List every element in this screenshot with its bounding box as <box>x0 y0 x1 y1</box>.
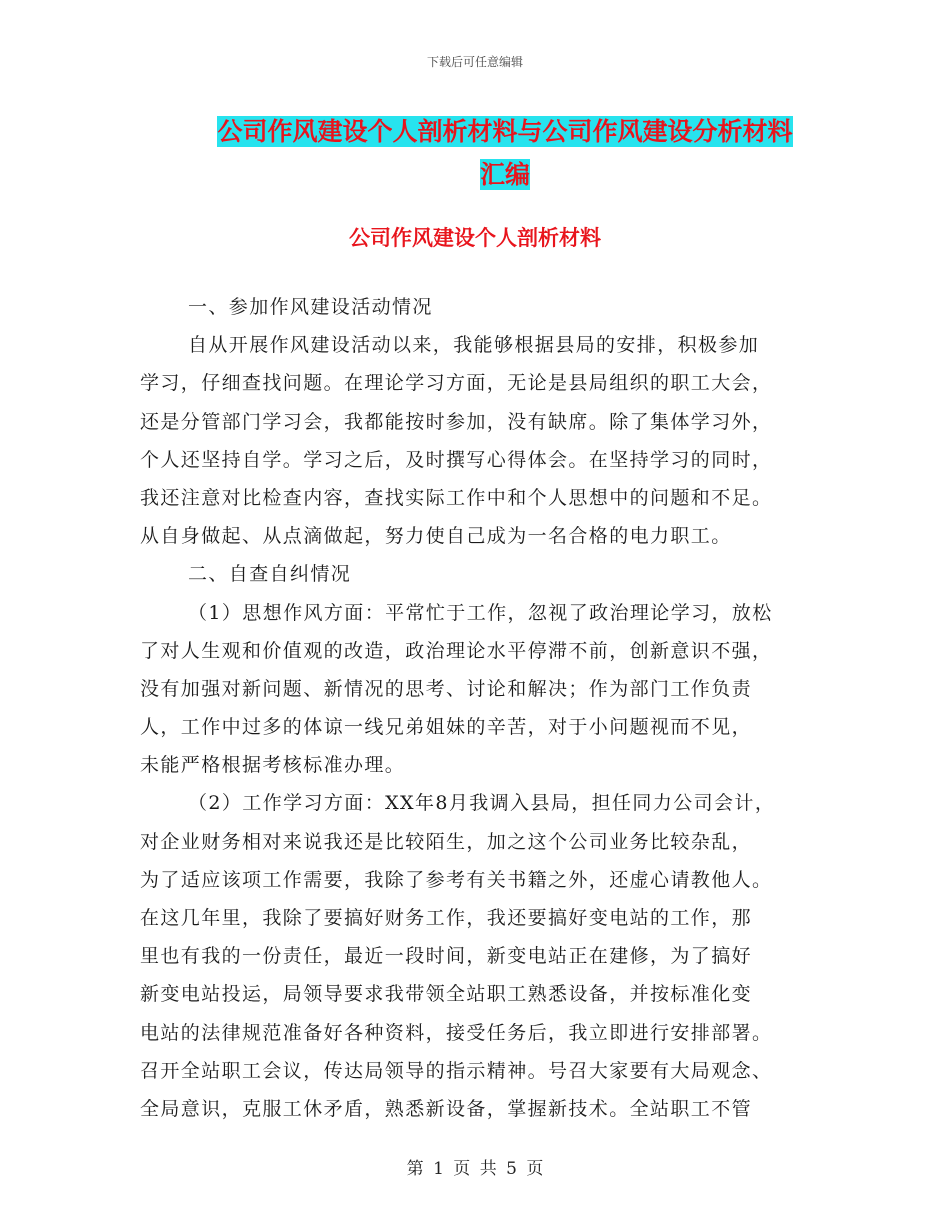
body-line: 在这几年里，我除了要搞好财务工作，我还要搞好变电站的工作，那 <box>140 907 753 929</box>
document-title-line2: 汇编 <box>479 160 530 189</box>
body-line: 全局意识，克服工休矛盾，熟悉新设备，掌握新技术。全站职工不管 <box>140 1097 753 1120</box>
body-line: 对企业财务相对来说我还是比较陌生，加之这个公司业务比较杂乱， <box>140 830 753 853</box>
body-line: 未能严格根据考核标准办理。 <box>140 754 406 777</box>
body-line: 从自身做起、从点滴做起，努力使自己成为一名合格的电力职工。 <box>140 525 732 548</box>
body-line: 我还注意对比检查内容，查找实际工作中和个人思想中的问题和不足。 <box>140 486 773 509</box>
body-line: 一、参加作风建设活动情况 <box>188 296 433 318</box>
body-line: （1）思想作风方面：平常忙于工作，忽视了政治理论学习，放松 <box>188 601 773 624</box>
body-line: 了对人生观和价值观的改造，政治理论水平停滞不前，创新意识不强， <box>140 639 773 662</box>
body-line: 人，工作中过多的体谅一线兄弟姐妹的辛苦，对于小问题视而不见， <box>140 716 753 739</box>
body-line: 自从开展作风建设活动以来，我能够根据县局的安排，积极参加 <box>188 334 760 357</box>
section-title: 公司作风建设个人剖析材料 <box>349 226 601 250</box>
body-line: 新变电站投运，局领导要求我带领全站职工熟悉设备，并按标准化变 <box>140 983 753 1006</box>
body-line: 还是分管部门学习会，我都能按时参加，没有缺席。除了集体学习外， <box>140 410 773 433</box>
body-line: 为了适应该项工作需要，我除了参考有关书籍之外，还虚心请教他人。 <box>140 868 773 891</box>
document-title <box>195 110 815 196</box>
body-line: 电站的法律规范准备好各种资料，接受任务后，我立即进行安排部署。 <box>140 1021 773 1044</box>
body-line: 没有加强对新问题、新情况的思考、讨论和解决；作为部门工作负责 <box>140 677 753 700</box>
page-number: 第 1 页 共 5 页 <box>406 1159 544 1179</box>
header-note: 下载后可任意编辑 <box>426 55 523 69</box>
body-line: 个人还坚持自学。学习之后，及时撰写心得体会。在坚持学习的同时， <box>140 448 773 471</box>
body-line: 里也有我的一份责任，最近一段时间，新变电站正在建修，为了搞好 <box>140 945 753 968</box>
body-line: 学习，仔细查找问题。在理论学习方面，无论是县局组织的职工大会， <box>140 372 773 395</box>
document-title-line1: 公司作风建设个人剖析材料与公司作风建设分析材料 <box>217 117 793 146</box>
document-body <box>140 288 805 1128</box>
body-line: （2）工作学习方面：XX年8月我调入县局，担任同力公司会计， <box>188 792 776 815</box>
body-line: 二、自查自纠情况 <box>188 563 352 586</box>
body-line: 召开全站职工会议，传达局领导的指示精神。号召大家要有大局观念、 <box>140 1059 773 1082</box>
